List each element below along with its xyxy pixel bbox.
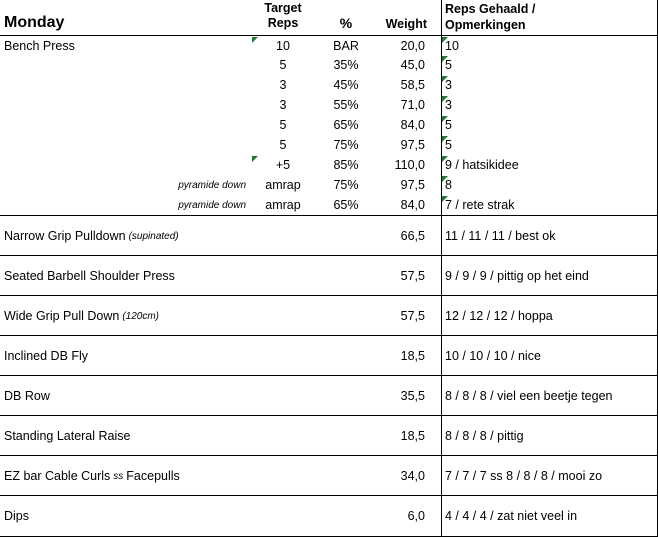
comment-marker-icon (442, 136, 448, 142)
exercise-name (4, 296, 244, 336)
remark: 7 / rete strak (445, 198, 515, 212)
target-reps: 5 (279, 118, 287, 132)
target-reps: +5 (275, 158, 291, 172)
bench-set-row (0, 75, 657, 95)
exercise-qualifier: ss (113, 470, 124, 482)
weight: 71,0 (400, 98, 425, 112)
weight: 20,0 (400, 39, 425, 53)
bench-set-row (0, 115, 657, 135)
set-note (100, 75, 246, 95)
exercise-name: Bench Press (4, 39, 75, 53)
remark: 5 (445, 138, 452, 152)
set-note: pyramide down (178, 199, 246, 211)
exercise-row (0, 415, 657, 456)
remark: 10 (445, 39, 459, 53)
remark: 3 (445, 78, 452, 92)
exercise-qualifier: (120cm) (122, 310, 160, 322)
exercise-row (0, 375, 657, 416)
exercise-name (4, 496, 244, 536)
remark: 12 / 12 / 12 / hoppa (445, 309, 553, 323)
weight: 57,5 (400, 309, 425, 323)
target-reps: 3 (279, 78, 287, 92)
bench-set-row (0, 95, 657, 115)
comment-marker-icon (442, 37, 448, 43)
exercise-name (4, 416, 244, 456)
weight: 18,5 (400, 429, 425, 443)
set-note: pyramide down (178, 179, 246, 191)
target-reps-line1: Target (264, 1, 302, 15)
target-reps: 5 (279, 58, 287, 72)
weight: 58,5 (400, 78, 425, 92)
exercise-qualifier: (supinated) (128, 230, 179, 242)
remark: 8 / 8 / 8 / pittig (445, 429, 524, 443)
comment-marker-icon (442, 196, 448, 202)
comment-marker-icon (442, 116, 448, 122)
percent: 55% (333, 98, 359, 112)
target-reps: amrap (265, 178, 301, 192)
remarks-header-line2: Opmerkingen (445, 18, 526, 32)
exercise-row (0, 495, 657, 536)
exercise-name (4, 216, 244, 256)
target-reps: 10 (276, 39, 290, 53)
set-note (100, 36, 246, 56)
set-note (100, 55, 246, 75)
weight: 97,5 (400, 178, 425, 192)
set-note (100, 95, 246, 115)
exercise-label: Inclined DB Fly (4, 349, 89, 363)
target-reps: amrap (265, 198, 301, 212)
comment-marker-icon (442, 176, 448, 182)
exercise-name (4, 256, 244, 296)
target-reps: 3 (279, 98, 287, 112)
remark: 8 (445, 178, 452, 192)
remark: 11 / 11 / 11 / best ok (445, 229, 556, 243)
remark: 9 / 9 / 9 / pittig op het eind (445, 269, 589, 283)
percent: 75% (333, 178, 359, 192)
remark: 10 / 10 / 10 / nice (445, 349, 541, 363)
exercise-label: Narrow Grip Pulldown (4, 229, 126, 243)
comment-marker-icon (252, 37, 258, 43)
set-note (100, 155, 246, 175)
bench-set-row (0, 55, 657, 75)
bench-set-row (0, 155, 657, 175)
weight: 6,0 (407, 509, 425, 523)
exercise-row (0, 255, 657, 296)
exercise-label: Dips (4, 509, 30, 523)
exercise-row (0, 295, 657, 336)
percent: 85% (333, 158, 359, 172)
percent: 35% (333, 58, 359, 72)
percent: BAR (333, 39, 359, 53)
percent-header: % (339, 15, 353, 31)
remark: 4 / 4 / 4 / zat niet veel in (445, 509, 578, 523)
bench-set-row (0, 35, 657, 56)
comment-marker-icon (442, 56, 448, 62)
remark: 5 (445, 58, 452, 72)
day-title: Monday (4, 14, 65, 31)
weight: 97,5 (400, 138, 425, 152)
remarks-header-line1: Reps Gehaald / (445, 2, 536, 16)
percent: 65% (333, 118, 359, 132)
weight: 66,5 (400, 229, 425, 243)
comment-marker-icon (442, 76, 448, 82)
weight: 84,0 (400, 118, 425, 132)
set-note (100, 115, 246, 135)
target-reps-header (252, 1, 314, 31)
weight: 18,5 (400, 349, 425, 363)
target-reps-line2: Reps (267, 16, 299, 30)
comment-marker-icon (442, 96, 448, 102)
remark: 5 (445, 118, 452, 132)
percent: 45% (333, 78, 359, 92)
weight-header: Weight (385, 17, 427, 31)
exercise-row (0, 455, 657, 496)
percent: 75% (333, 138, 359, 152)
exercise-label-second: Facepulls (126, 469, 180, 483)
exercise-label: Standing Lateral Raise (4, 429, 131, 443)
exercise-row (0, 335, 657, 376)
exercise-name (4, 336, 244, 376)
exercise-label: Wide Grip Pull Down (4, 309, 120, 323)
remark: 3 (445, 98, 452, 112)
comment-marker-icon (442, 156, 448, 162)
bench-set-row (0, 135, 657, 155)
exercise-label: EZ bar Cable Curls (4, 469, 111, 483)
remark: 9 / hatsikidee (445, 158, 519, 172)
weight: 34,0 (400, 469, 425, 483)
target-reps: 5 (279, 138, 287, 152)
bench-set-row (0, 195, 657, 215)
bench-set-row (0, 175, 657, 195)
exercise-name (4, 376, 244, 416)
exercise-name (4, 456, 244, 496)
exercise-label: Seated Barbell Shoulder Press (4, 269, 175, 283)
weight: 57,5 (400, 269, 425, 283)
weight: 84,0 (400, 198, 425, 212)
percent: 65% (333, 198, 359, 212)
weight: 45,0 (400, 58, 425, 72)
weight: 110,0 (394, 158, 425, 172)
comment-marker-icon (252, 156, 258, 162)
exercise-row (0, 215, 657, 256)
remark: 7 / 7 / 7 ss 8 / 8 / 8 / mooi zo (445, 469, 603, 483)
remark: 8 / 8 / 8 / viel een beetje tegen (445, 389, 613, 403)
remarks-header (445, 1, 535, 33)
set-note (100, 135, 246, 155)
exercise-label: DB Row (4, 389, 50, 403)
weight: 35,5 (400, 389, 425, 403)
